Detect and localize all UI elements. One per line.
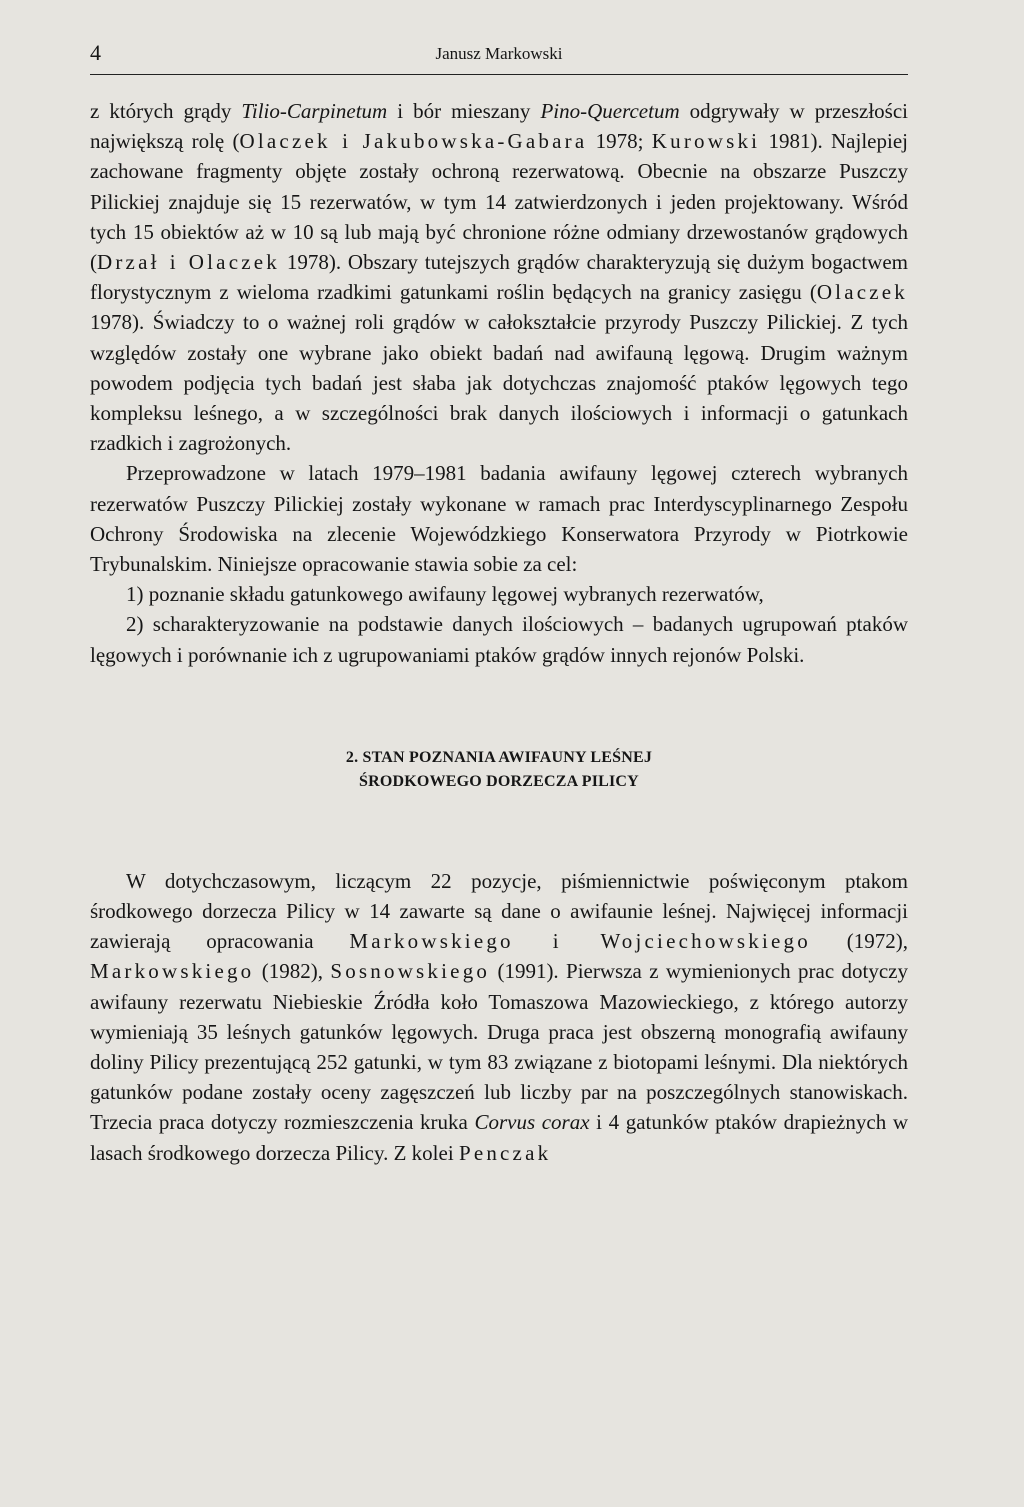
text-run: 1978; (587, 129, 652, 154)
author-citation: Kurowski (651, 129, 761, 154)
section-heading (90, 746, 908, 794)
goals-list (90, 579, 908, 670)
text-run: (1982), (254, 959, 331, 984)
author-citation: Penczak (458, 1140, 552, 1165)
paragraph-2: Przeprowadzone w latach 1979–1981 badania awifauny lęgowej czterech wybranych rezerwatów Puszczy Pilickiej zostały wykonane w ramach prac Interdyscyplinarnego Zespołu Ochrony Środowiska na zlecenie Wojewódzkiego Konserwatora Przyrody w Piotrkowie Trybunalskim. Niniejsze opracowanie stawia sobie za cel: (90, 461, 908, 577)
text-run: 1981). Najlepiej zachowane fragmenty objęte zostały ochroną rezerwatową. Obecnie na obszarze Puszczy Pilickiej znajduje się 15 rezerwatów, w tym 14 zatwierdzonych i jeden projektowany. Wśród tych 15 obiektów aż w 10 są lub mają być chronione różne odmiany drzewostanów grądowych ( (90, 129, 908, 275)
running-header (90, 36, 908, 75)
list-item: 1) poznanie składu gatunkowego awifauny lęgowej wybranych rezerwatów, (126, 582, 764, 607)
text-run: (1972), (810, 929, 908, 954)
list-item: 2) scharakteryzowanie na podstawie danych ilościowych – badanych ugrupowań ptaków lęgowych i porównanie ich z ugrupowaniami ptaków grądów innych rejonów Polski. (90, 612, 908, 667)
italic-term: Pino-Quercetum (540, 99, 680, 123)
body-text (90, 96, 908, 1168)
italic-term: Tilio-Carpinetum (241, 99, 388, 123)
author-citation: Olaczek i Jakubowska-Gabara (239, 129, 588, 154)
text-run: 1978). Obszary tutejszych grądów charakteryzują się dużym bogactwem florystycznym z wieloma rzadkimi gatunkami roślin będących na granicy zasięgu ( (90, 250, 908, 305)
text-run: z których grądy (90, 99, 242, 123)
page-number: 4 (90, 40, 101, 65)
text-run: odgrywały w przeszłości największą rolę ( (90, 99, 908, 154)
running-author: Janusz Markowski (435, 44, 563, 63)
paragraph-3 (90, 866, 908, 1168)
text-run: 1978). Świadczy to o ważnej roli grądów w całokształcie przyrody Puszczy Pilickiej. Z tych względów zostały one wybrane jako obiekt badań nad awifauną lęgową. Drugim ważnym powodem podjęcia tych badań jest słaba jak dotychczas znajomość ptaków lęgowych tego kompleksu leśnego, a w szczególności brak danych ilościowych i informacji o gatunkach rzadkich i zagrożonych. (90, 310, 908, 456)
author-citation: Olaczek (816, 280, 908, 305)
text-run: W dotychczasowym, liczącym 22 pozycje, piśmiennictwie poświęconym ptakom środkowego dorzecza Pilicy w 14 zawarte są dane o awifaunie leśnej. Najwięcej informacji zawierają opracowania (90, 868, 908, 954)
section-heading-line: 2. STAN POZNANIA AWIFAUNY LEŚNEJ (345, 748, 653, 766)
author-citation: Drzał i Olaczek (97, 250, 280, 275)
author-citation: Markowskiego (90, 959, 255, 984)
text-run: (1991). Pierwsza z wymienionych prac dotyczy awifauny rezerwatu Niebieskie Źródła koło Tomaszowa Mazowieckiego, z którego autorzy wymieniają 35 leśnych gatunków lęgowych. Druga praca jest obszerną monografią awifauny doliny Pilicy prezentującą 252 gatunki, w tym 83 związane z biotopami leśnymi. Dla niektórych gatunków podane zostały oceny zagęszczeń lub liczby par na poszczególnych stanowiskach. Trzecia praca dotyczy rozmieszczenia kruka (90, 959, 908, 1135)
text-run: i 4 gatunków ptaków drapieżnych w lasach środkowego dorzecza Pilicy. Z kolei (90, 1110, 908, 1165)
author-citation: Markowskiego i Wojciechowskiego (349, 929, 811, 954)
section-heading-line: ŚRODKOWEGO DORZECZA PILICY (359, 772, 639, 790)
text-run: i bór mieszany (387, 99, 541, 123)
italic-term: Corvus corax (474, 1110, 590, 1135)
paragraph-1 (90, 96, 908, 458)
author-citation: Sosnowskiego (330, 959, 491, 984)
